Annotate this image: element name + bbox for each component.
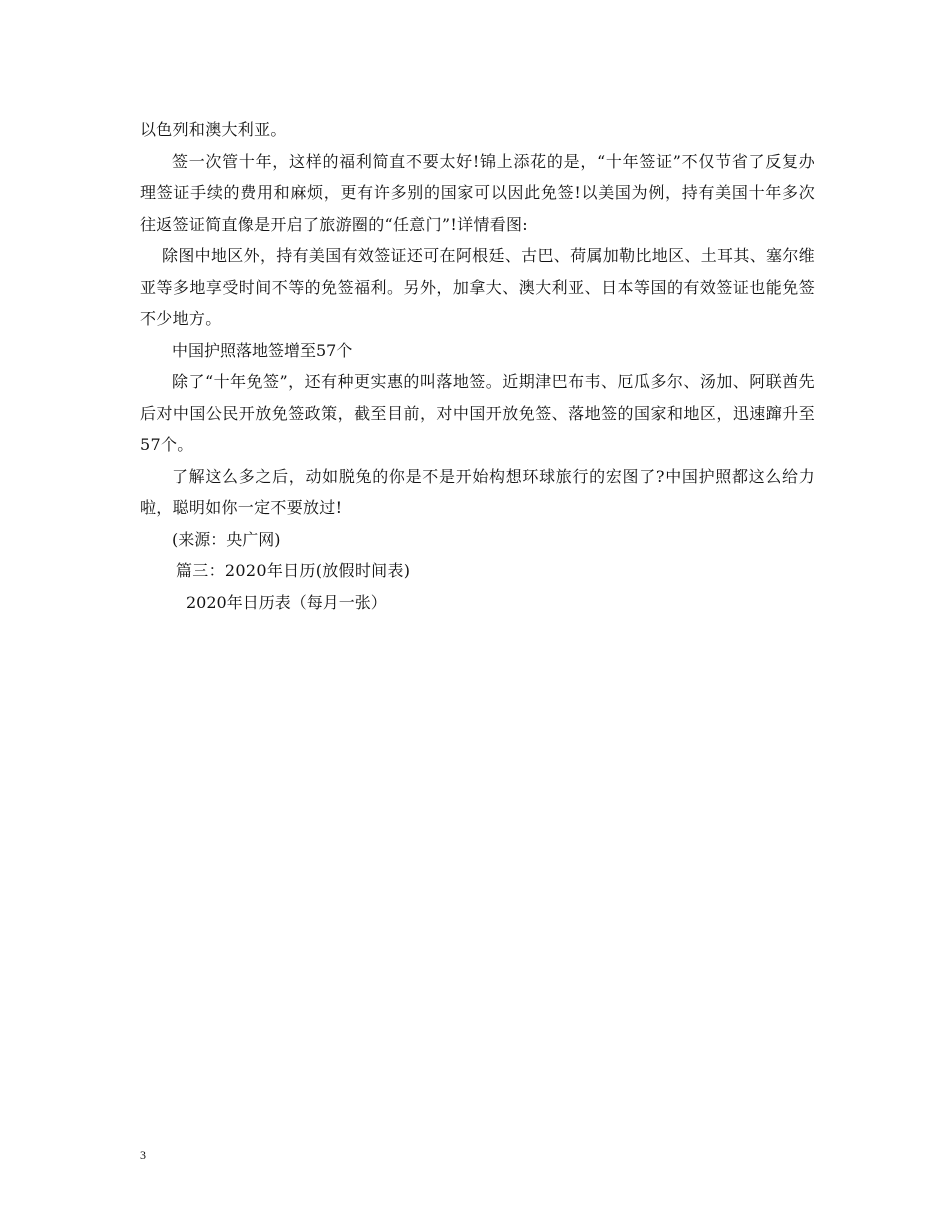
paragraph-ten-year-visa: 签一次管十年，这样的福利简直不要太好!锦上添花的是，“十年签证”不仅节省了反复办理签证手续的费用和麻烦，更有许多别的国家可以因此免签!以美国为例，持有美国十年多次往返签证简直像是开启了旅游圈的“任意门”!详情看图: [140, 151, 815, 234]
paragraph-landing-visa: 除了“十年免签”，还有种更实惠的叫落地签。近期津巴布韦、厄瓜多尔、汤加、阿联酋先后对中国公民开放免签政策，截至目前，对中国开放免签、落地签的国家和地区，迅速蹿升至57个。 [140, 372, 815, 454]
document-body [140, 114, 815, 618]
calendar-subtitle: 2020年日历表（每月一张） [186, 592, 387, 612]
page-number: 3 [140, 1148, 146, 1162]
section-heading-landing-visa: 中国护照落地签增至57个 [172, 340, 353, 360]
source-note: (来源：央广网) [172, 529, 281, 549]
paragraph-continuation: 以色列和澳大利亚。 [140, 120, 287, 139]
paragraph-conclusion: 了解这么多之后，动如脱兔的你是不是开始构想环球旅行的宏图了?中国护照都这么给力啦，聪明如你一定不要放过! [140, 466, 815, 517]
section-title-calendar: 篇三：2020年日历(放假时间表) [176, 561, 411, 580]
paragraph-visa-exemption: 除图中地区外，持有美国有效签证还可在阿根廷、古巴、荷属加勒比地区、土耳其、塞尔维亚等多地享受时间不等的免签福利。另外，加拿大、澳大利亚、日本等国的有效签证也能免签不少地方。 [140, 246, 815, 328]
